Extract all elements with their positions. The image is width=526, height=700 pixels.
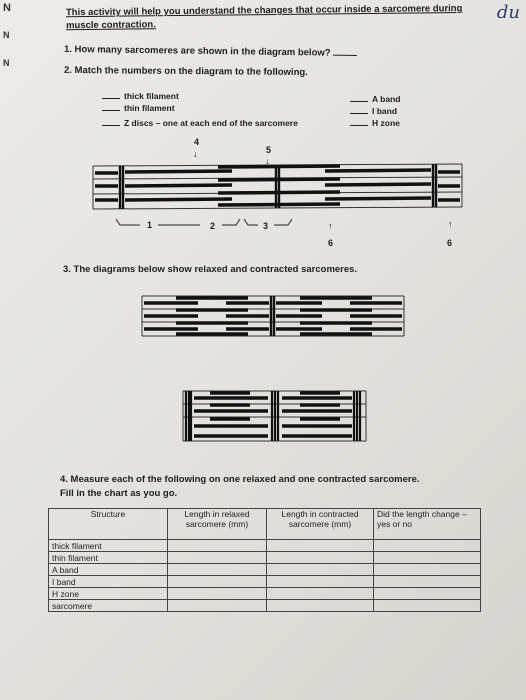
input-cell[interactable] [267, 600, 374, 612]
input-cell[interactable] [374, 576, 481, 588]
margin-mark: N [3, 2, 11, 14]
up-arrow-icon: ↑ [328, 221, 333, 231]
question-4: 4. Measure each of the following on one relaxed and one contracted sarcomere. [60, 474, 420, 485]
up-arrow-icon: ↑ [448, 219, 453, 229]
label-2: 2 [210, 221, 216, 231]
question-1: 1. How many sarcomeres are shown in the diagram below? [64, 44, 361, 59]
input-cell[interactable] [374, 564, 481, 576]
label-6: 6 [447, 238, 453, 248]
question-3: 3. The diagrams below show relaxed and contracted sarcomeres. [63, 264, 358, 275]
measurement-chart [48, 508, 481, 612]
input-cell[interactable] [267, 588, 374, 600]
table-row [49, 564, 481, 576]
handwritten-note: du [496, 2, 520, 23]
input-cell[interactable] [168, 588, 267, 600]
table-header-row [49, 509, 481, 540]
input-cell[interactable] [168, 576, 267, 588]
label-5: 5 [266, 145, 272, 155]
header-length-change: Did the length change – yes or no [374, 509, 481, 540]
table-row [49, 552, 481, 564]
table-row [49, 600, 481, 612]
input-cell[interactable] [374, 600, 481, 612]
header-relaxed-length: Length in relaxed sarcomere (mm) [168, 509, 267, 540]
match-item-a-band: A band [350, 94, 401, 104]
input-cell[interactable] [267, 576, 374, 588]
row-label: thick filament [49, 540, 168, 552]
label-3: 3 [263, 221, 269, 231]
match-item-i-band: I band [350, 106, 397, 116]
input-cell[interactable] [168, 564, 267, 576]
match-item-thin-filament: thin filament [102, 103, 175, 113]
input-cell[interactable] [374, 588, 481, 600]
label-6: 6 [328, 238, 334, 248]
row-label: I band [49, 576, 168, 588]
table-row [49, 540, 481, 552]
label-1: 1 [147, 220, 153, 230]
input-cell[interactable] [267, 564, 374, 576]
input-cell[interactable] [374, 540, 481, 552]
label-4: 4 [194, 137, 200, 147]
match-item-thick-filament: thick filament [102, 91, 179, 101]
margin-mark: N [3, 30, 10, 40]
intro-text: This activity will help you understand the changes that occur inside a sarcomere during muscle contraction. [65, 3, 463, 32]
input-cell[interactable] [168, 540, 267, 552]
input-cell[interactable] [374, 552, 481, 564]
row-label: A band [49, 564, 168, 576]
row-label: sarcomere [49, 600, 168, 612]
down-arrow-icon: ↓ [193, 149, 198, 159]
match-item-h-zone: H zone [350, 118, 400, 128]
margin-mark: N [3, 58, 10, 68]
question-2: 2. Match the numbers on the diagram to the following. [63, 64, 308, 79]
row-label: thin filament [49, 552, 168, 564]
input-cell[interactable] [267, 552, 374, 564]
match-item-z-discs: Z discs – one at each end of the sarcomere [102, 118, 298, 128]
input-cell[interactable] [267, 540, 374, 552]
question-4-instructions: Fill in the chart as you go. [60, 488, 178, 499]
input-cell[interactable] [168, 600, 267, 612]
table-row [49, 588, 481, 600]
row-label: H zone [49, 588, 168, 600]
header-contracted-length: Length in contracted sarcomere (mm) [267, 509, 374, 540]
table-row [49, 576, 481, 588]
header-structure: Structure [49, 509, 168, 540]
input-cell[interactable] [168, 552, 267, 564]
down-arrow-icon: ↓ [265, 156, 270, 166]
